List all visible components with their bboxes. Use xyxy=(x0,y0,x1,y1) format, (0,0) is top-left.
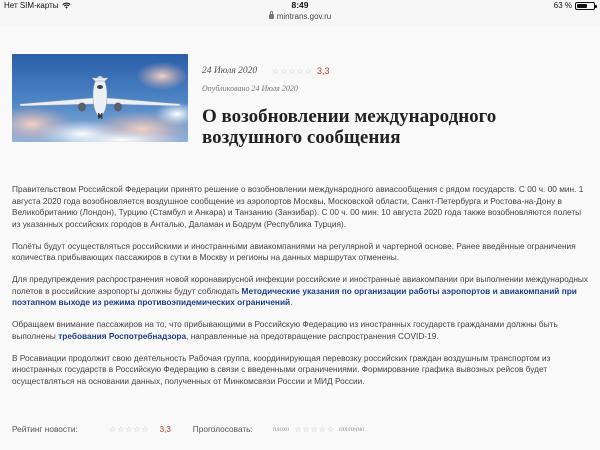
status-right xyxy=(554,1,595,10)
status-bar xyxy=(0,0,600,12)
article-paragraph: Полёты будут осуществляться российскими и иностранными авиакомпаниями на регулярной и чартерной основе. Ранее введённые ограничения количества прибывающих пассажиров в сутки в Москву и регионы на данных маршрутах отменены. xyxy=(12,240,576,263)
paragraph-text: Для предупреждения распространения новой коронавирусной инфекции российские и иностранные авиакомпании при выполнении международных полетов в российские аэропорты должны будут соблюдать xyxy=(12,274,589,296)
star-icon: ☆ xyxy=(108,424,116,434)
star-icon: ☆ xyxy=(280,67,288,76)
article-rating-value: 3,3 xyxy=(317,66,330,76)
article-paragraph xyxy=(12,274,590,309)
vote-star-3[interactable]: ☆ xyxy=(310,424,318,434)
battery-icon xyxy=(575,2,595,10)
rospotrebnadzor-link[interactable]: требования Роспотребнадзора xyxy=(58,330,187,341)
article-image xyxy=(12,54,188,142)
vote-star-2[interactable]: ☆ xyxy=(302,424,310,434)
paragraph-text: . xyxy=(290,297,293,308)
star-icon: ☆ xyxy=(141,424,149,434)
star-icon: ☆ xyxy=(125,424,133,434)
address-bar[interactable] xyxy=(0,12,600,24)
star-icon: ☆ xyxy=(133,424,141,434)
page-content xyxy=(0,26,600,450)
star-icon: ☆ xyxy=(116,424,125,434)
rating-footer xyxy=(12,424,590,434)
paragraph-text: , направленные на предотвращение распространения COVID-19. xyxy=(186,330,439,341)
star-icon: ☆ xyxy=(296,67,304,76)
scale-high-label: отлично xyxy=(339,425,365,433)
rating-label: Рейтинг новости: xyxy=(12,424,78,434)
battery-percent: 63 % xyxy=(553,1,572,10)
guidelines-link[interactable]: Методические указания по организации работы аэропортов и авиакомпаний при поэтапном выходе из режима противоэпидемических ограничений xyxy=(12,285,577,308)
vote-star-4[interactable]: ☆ xyxy=(318,424,326,434)
article-paragraph xyxy=(12,319,590,342)
published-date: Опубликовано 24 Июля 2020 xyxy=(202,84,298,93)
vote-star-5[interactable]: ☆ xyxy=(326,424,335,434)
vote-star-1[interactable]: ☆ xyxy=(294,424,302,434)
article-rating-stars xyxy=(272,67,312,76)
lock-icon xyxy=(269,14,274,19)
star-icon: ☆ xyxy=(288,67,296,76)
article-paragraph: Правительством Российской Федерации принято решение о возобновлении международного авиасообщения с рядом государств. С 00 ч. 00 мин. 1 августа 2020 года возобновляется воздушное сообщение из аэропортов Москвы, Московской области, Санкт-Петербурга и Ростова-на-Дону в Великобританию (Лондон), Турцию (Стамбул и Анкара) и Танзанию (Занзибар). С 00 ч. 00 мин. 10 августа 2020 года также возобновляются полеты из указанных российских городов в Анталью, Даламан и Бодрум (Республика Турция). xyxy=(12,184,584,229)
airplane-photo xyxy=(12,54,188,142)
vote-label: Проголосовать: xyxy=(192,424,253,434)
battery-fill xyxy=(577,4,587,8)
news-rating-stars xyxy=(109,425,149,434)
article-date: 24 Июля 2020 xyxy=(202,66,258,76)
star-icon: ☆ xyxy=(272,67,280,76)
paragraph-text: Обращаем внимание пассажиров на то, что прибывающими в Российскую Федерацию из иностранных государств гражданами должны быть выполнены xyxy=(12,319,558,341)
article-paragraph: В Росавиации продолжит свою деятельность Рабочая группа, координирующая перевозку российских граждан воздушным транспортом из иностранных государств в Российскую Федерацию в связи с введенными ограничениями. Формирование графика вывозных рейсов будет осуществляться на основании данных, полученных от Минкомсвязи России и МИД России. xyxy=(12,352,551,386)
vote-stars[interactable] xyxy=(294,425,334,434)
star-icon: ☆ xyxy=(304,67,312,76)
page-title: О возобновлении международного воздушного сообщения xyxy=(202,106,497,148)
carrier-label: Нет SIM-карты xyxy=(4,1,59,10)
url-text: mintrans.gov.ru xyxy=(276,12,332,21)
news-rating-value: 3,3 xyxy=(159,424,171,434)
article-body xyxy=(12,184,590,398)
scale-low-label: плохо xyxy=(272,425,290,433)
status-time: 8:49 xyxy=(291,0,309,10)
